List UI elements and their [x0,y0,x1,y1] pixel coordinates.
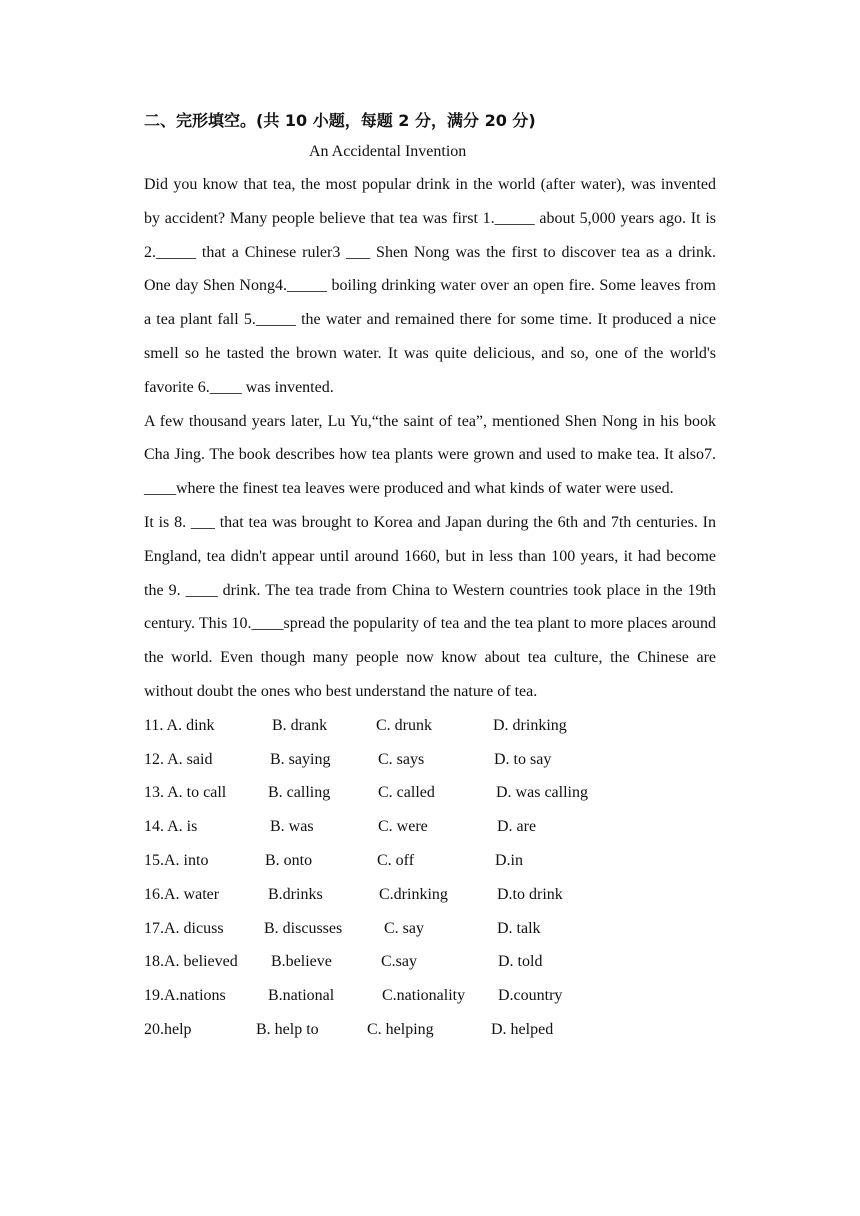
option-c: C. called [378,784,435,802]
passage-paragraph-2: A few thousand years later, Lu Yu,“the saint of tea”, mentioned Shen Nong in his book Cha Jing. The book describes how tea plants were grown and used to make tea. It also7. ____where the finest tea leaves were produced and what kinds of water were used. [144,412,716,498]
question-row-20 [144,1013,716,1047]
passage-paragraph-3: It is 8. ___ that tea was brought to Korea and Japan during the 6th and 7th centuries. In England, tea didn't appear until around 1660, but in less than 100 years, it had become the 9. ____ drink. The tea trade from China to Western countries took place in the 19th century. This 10.____spread the popularity of tea and the tea plant to more places around the world. Even though many people now know about tea culture, the Chinese are without doubt the ones who best understand the nature of tea. [144,513,716,700]
passage-paragraph-1: Did you know that tea, the most popular drink in the world (after water), was invented by accident? Many people believe that tea was first 1._____ about 5,000 years ago. It is 2._____ that a Chinese ruler3 ___ Shen Nong was the first to discover tea as a drink. One day Shen Nong4._____ boiling drinking water over an open fire. Some leaves from a tea plant fall 5._____ the water and remained there for some time. It produced a nice smell so he tasted the brown water. It was quite delicious, and so, one of the world's favorite 6.____ was invented. [144,176,716,396]
option-a: 12. A. said [144,750,213,768]
option-d: D. helped [491,1020,554,1038]
option-b: B. calling [268,784,331,802]
question-row-17 [144,912,716,946]
option-c: C. say [384,919,424,937]
exam-page [144,106,716,1047]
option-a: 14. A. is [144,818,198,836]
passage-title: An Accidental Invention [309,143,467,160]
option-c: C. helping [367,1020,434,1038]
option-c: C. off [377,851,415,869]
option-d: D. are [497,818,537,836]
option-b: B. help to [256,1020,319,1038]
option-a: 16.A. water [144,885,220,903]
question-options-list [144,709,716,1047]
question-row-13 [144,776,716,810]
option-d: D.in [495,851,523,869]
option-d: D. to say [494,750,552,768]
option-b: B. onto [265,851,313,869]
option-b: B. was [270,818,314,836]
option-d: D. told [498,953,543,971]
option-b: B.believe [271,953,332,971]
option-c: C. drunk [376,716,432,734]
option-b: B. discusses [264,919,343,937]
question-row-11 [144,709,716,743]
option-d: D. was calling [496,784,588,802]
option-d: D.to drink [497,885,563,903]
option-c: C. says [378,750,425,768]
question-row-15 [144,844,716,878]
option-d: D.country [498,987,563,1005]
option-a: 15.A. into [144,851,209,869]
option-c: C.say [381,953,417,971]
option-a: 13. A. to call [144,784,227,802]
option-a: 19.A.nations [144,987,226,1005]
option-a: 18.A. believed [144,953,238,971]
option-d: D. drinking [493,716,567,734]
option-a: 20.help [144,1020,192,1038]
question-row-16 [144,878,716,912]
option-d: D. talk [497,919,541,937]
question-row-19 [144,979,716,1013]
section-title: 二、完形填空。(共 10 小题，每题 2 分，满分 20 分) [144,111,536,130]
option-c: C.nationality [382,987,466,1005]
option-a: 17.A. dicuss [144,919,224,937]
option-b: B.drinks [268,885,323,903]
option-b: B. saying [270,750,331,768]
option-b: B. drank [272,716,328,734]
option-c: C.drinking [379,885,448,903]
question-row-12 [144,743,716,777]
option-c: C. were [378,818,428,836]
question-row-14 [144,810,716,844]
question-row-18 [144,945,716,979]
option-a: 11. A. dink [144,716,215,734]
option-b: B.national [268,987,335,1005]
